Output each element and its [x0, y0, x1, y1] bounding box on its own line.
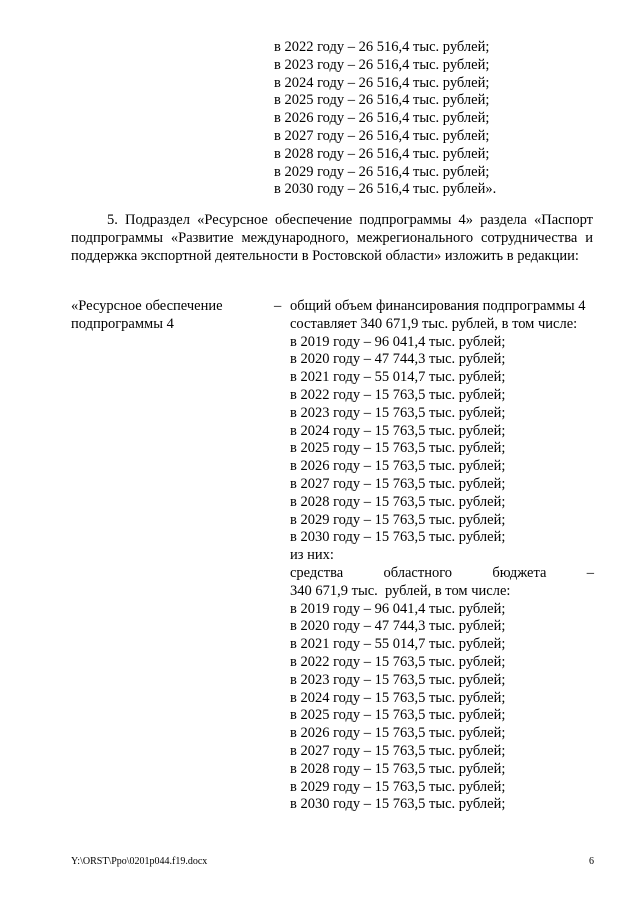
- section-label-line: «Ресурсное обеспечение: [71, 298, 223, 314]
- list-item: в 2023 году – 15 763,5 тыс. рублей;: [290, 404, 506, 421]
- of-them-label: из них:: [290, 547, 334, 564]
- list-item: в 2021 году – 55 014,7 тыс. рублей;: [290, 369, 506, 386]
- funding-intro-line: общий объем финансирования подпрограммы 4: [290, 298, 586, 314]
- budget-word: областного: [383, 564, 453, 581]
- section-label: [71, 298, 223, 334]
- list-item: в 2025 году – 26 516,4 тыс. рублей;: [274, 92, 490, 109]
- list-item: в 2020 году – 47 744,3 тыс. рублей;: [290, 351, 506, 368]
- page-number: 6: [589, 856, 594, 867]
- list-item: в 2026 году – 15 763,5 тыс. рублей;: [290, 458, 506, 475]
- list-item: в 2030 году – 26 516,4 тыс. рублей».: [274, 181, 497, 198]
- list-item: в 2030 году – 15 763,5 тыс. рублей;: [290, 529, 506, 546]
- list-item: в 2030 году – 15 763,5 тыс. рублей;: [290, 796, 506, 813]
- list-item: в 2028 году – 15 763,5 тыс. рублей;: [290, 493, 506, 510]
- list-item: в 2020 году – 47 744,3 тыс. рублей;: [290, 618, 506, 635]
- list-item: в 2019 году – 96 041,4 тыс. рублей;: [290, 600, 506, 617]
- list-item: в 2029 году – 15 763,5 тыс. рублей;: [290, 778, 506, 795]
- budget-word: бюджета: [492, 564, 547, 581]
- list-item: в 2023 году – 26 516,4 тыс. рублей;: [274, 56, 490, 73]
- list-item: в 2024 году – 15 763,5 тыс. рублей;: [290, 689, 506, 706]
- list-item: в 2027 году – 15 763,5 тыс. рублей;: [290, 475, 506, 492]
- list-item: в 2029 году – 26 516,4 тыс. рублей;: [274, 163, 490, 180]
- budget-amount-line: 340 671,9 тыс. рублей, в том числе:: [290, 582, 511, 599]
- funding-details: [290, 298, 594, 814]
- section-label-line: подпрограммы 4: [71, 315, 174, 332]
- list-item: в 2022 году – 15 763,5 тыс. рублей;: [290, 653, 506, 670]
- list-item: в 2023 году – 15 763,5 тыс. рублей;: [290, 671, 506, 688]
- budget-word: средства: [290, 564, 344, 581]
- list-item: в 2024 году – 26 516,4 тыс. рублей;: [274, 74, 490, 91]
- list-item: в 2025 году – 15 763,5 тыс. рублей;: [290, 707, 506, 724]
- list-item: в 2028 году – 26 516,4 тыс. рублей;: [274, 145, 490, 162]
- budget-word: –: [586, 564, 594, 581]
- amendment-paragraph: [71, 212, 593, 265]
- list-item: в 2027 году – 26 516,4 тыс. рублей;: [274, 127, 490, 144]
- list-item: в 2028 году – 15 763,5 тыс. рублей;: [290, 760, 506, 777]
- list-item: в 2027 году – 15 763,5 тыс. рублей;: [290, 742, 506, 759]
- list-item: в 2022 году – 26 516,4 тыс. рублей;: [274, 39, 490, 55]
- paragraph-text: 5. Подраздел «Ресурсное обеспечение подпрограммы 4» раздела «Паспорт подпрограммы «Развитие международного, межрегионального сотрудничества и поддержка экспортной деятельности в Ростовской области» изложить в редакции:: [71, 212, 593, 264]
- list-item: в 2022 году – 15 763,5 тыс. рублей;: [290, 386, 506, 403]
- list-item: в 2026 году – 15 763,5 тыс. рублей;: [290, 725, 506, 742]
- footer-file-path: Y:\ORST\Ppo\0201p044.f19.docx: [71, 856, 208, 867]
- list-item: в 2029 году – 15 763,5 тыс. рублей;: [290, 511, 506, 528]
- funding-list-top: [274, 39, 496, 199]
- list-item: в 2021 году – 55 014,7 тыс. рублей;: [290, 636, 506, 653]
- funding-intro-line: составляет 340 671,9 тыс. рублей, в том числе:: [290, 315, 578, 332]
- separator-dash: –: [274, 298, 282, 314]
- budget-source-line: [290, 565, 594, 583]
- list-item: в 2025 году – 15 763,5 тыс. рублей;: [290, 440, 506, 457]
- list-item: в 2019 году – 96 041,4 тыс. рублей;: [290, 333, 506, 350]
- list-item: в 2026 году – 26 516,4 тыс. рублей;: [274, 110, 490, 127]
- list-item: в 2024 году – 15 763,5 тыс. рублей;: [290, 422, 506, 439]
